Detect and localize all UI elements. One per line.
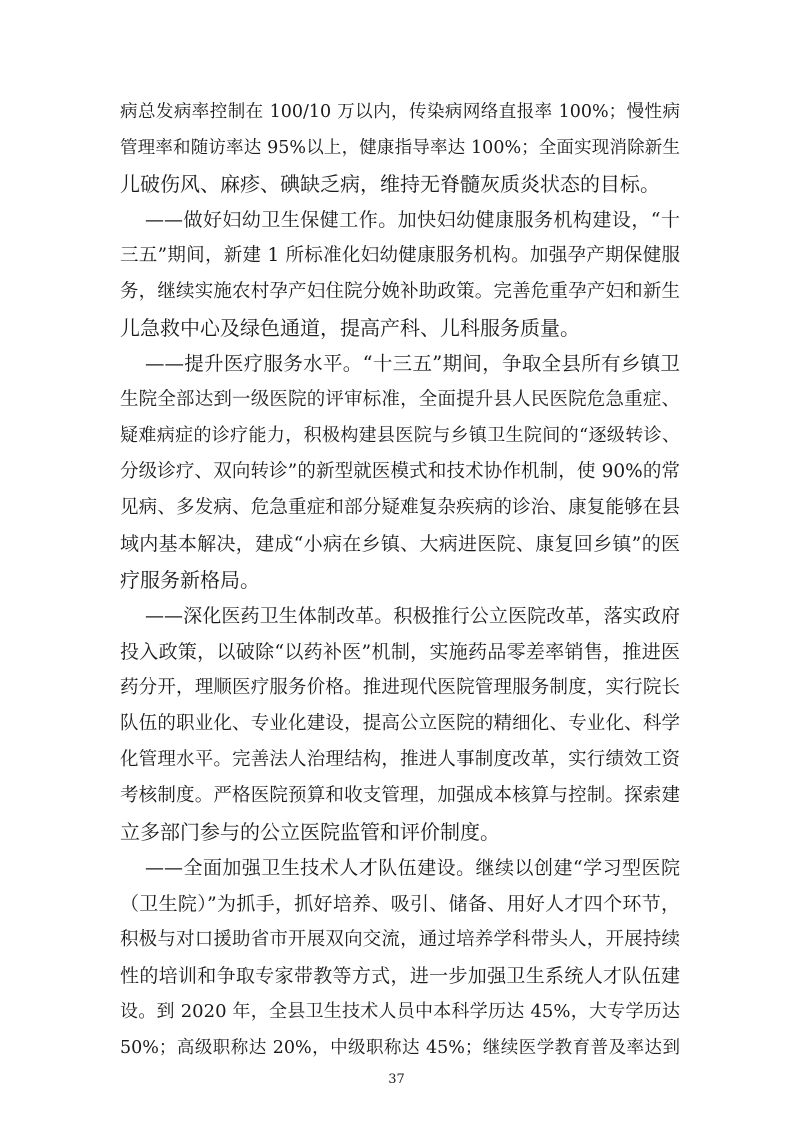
text-line: 考核制度。严格医院预算和收支管理，加强成本核算与控制。探索建: [120, 785, 680, 806]
text-line: 儿急救中心及绿色通道，提高产科、儿科服务质量。: [120, 316, 580, 340]
text-line: 疑难病症的诊疗能力，积极构建县医院与乡镇卫生院间的“逐级转诊、: [120, 425, 680, 446]
text-line: 见病、多发病、危急重症和部分疑难复杂疾病的诊治、康复能够在县: [120, 497, 680, 518]
text-line: 投入政策，以破除“以药补医”机制，实施药品零差率销售，推进医: [120, 641, 680, 663]
paragraph-heading-line: ——做好妇幼卫生保健工作。加快妇幼健康服务机构建设，“十: [145, 209, 680, 231]
text-line: 50%；高级职称达 20%，中级职称达 45%；继续医学教育普及率达到: [120, 1038, 680, 1058]
paragraph-heading-line: ——提升医疗服务水平。“十三五”期间，争取全县所有乡镇卫: [145, 352, 680, 375]
text-line: 务，继续实施农村孕产妇住院分娩补助政策。完善危重孕产妇和新生: [120, 281, 680, 302]
page-number: 37: [388, 1072, 405, 1087]
text-line: 立多部门参与的公立医院监管和评价制度。: [120, 820, 500, 844]
paragraph-heading-line: ——深化医药卫生体制改革。积极推行公立医院改革，落实政府: [145, 605, 680, 627]
text-line: 化管理水平。完善法人治理结构，推进人事制度改革，实行绩效工资: [120, 749, 680, 770]
text-line: 性的培训和争取专家带教等方式，进一步加强卫生系统人才队伍建: [120, 965, 680, 987]
text-line: 生院全部达到一级医院的评审标准，全面提升县人民医院危急重症、: [120, 389, 680, 410]
paragraph-heading-line: ——全面加强卫生技术人才队伍建设。继续以创建“学习型医院: [145, 857, 680, 879]
text-line: 儿破伤风、麻疹、碘缺乏病，维持无脊髓灰质炎状态的目标。: [120, 172, 660, 196]
text-line: 分级诊疗、双向转诊”的新型就医模式和技术协作机制，使 90%的常: [120, 461, 680, 482]
text-line: 病总发病率控制在 100/10 万以内，传染病网络直报率 100%；慢性病: [120, 102, 680, 122]
text-line: 疗服务新格局。: [120, 568, 260, 592]
text-line: 域内基本解决，建成“小病在乡镇、大病进医院、康复回乡镇”的医: [120, 533, 680, 555]
text-line: 队伍的职业化、专业化建设，提高公立医院的精细化、专业化、科学: [120, 713, 680, 734]
text-line: （卫生院）”为抓手，抓好培养、吸引、储备、用好人才四个环节，: [120, 893, 680, 915]
text-line: 药分开，理顺医疗服务价格。推进现代医院管理服务制度，实行院长: [120, 677, 680, 698]
text-line: 三五”期间，新建 1 所标准化妇幼健康服务机构。加强孕产期保健服: [120, 245, 680, 266]
text-line: 积极与对口援助省市开展双向交流，通过培养学科带头人，开展持续: [120, 929, 680, 950]
text-line: 设。到 2020 年，全县卫生技术人员中本科学历达 45%，大专学历达: [120, 1001, 680, 1022]
text-line: 管理率和随访率达 95%以上，健康指导率达 100%；全面实现消除新生: [120, 138, 680, 158]
